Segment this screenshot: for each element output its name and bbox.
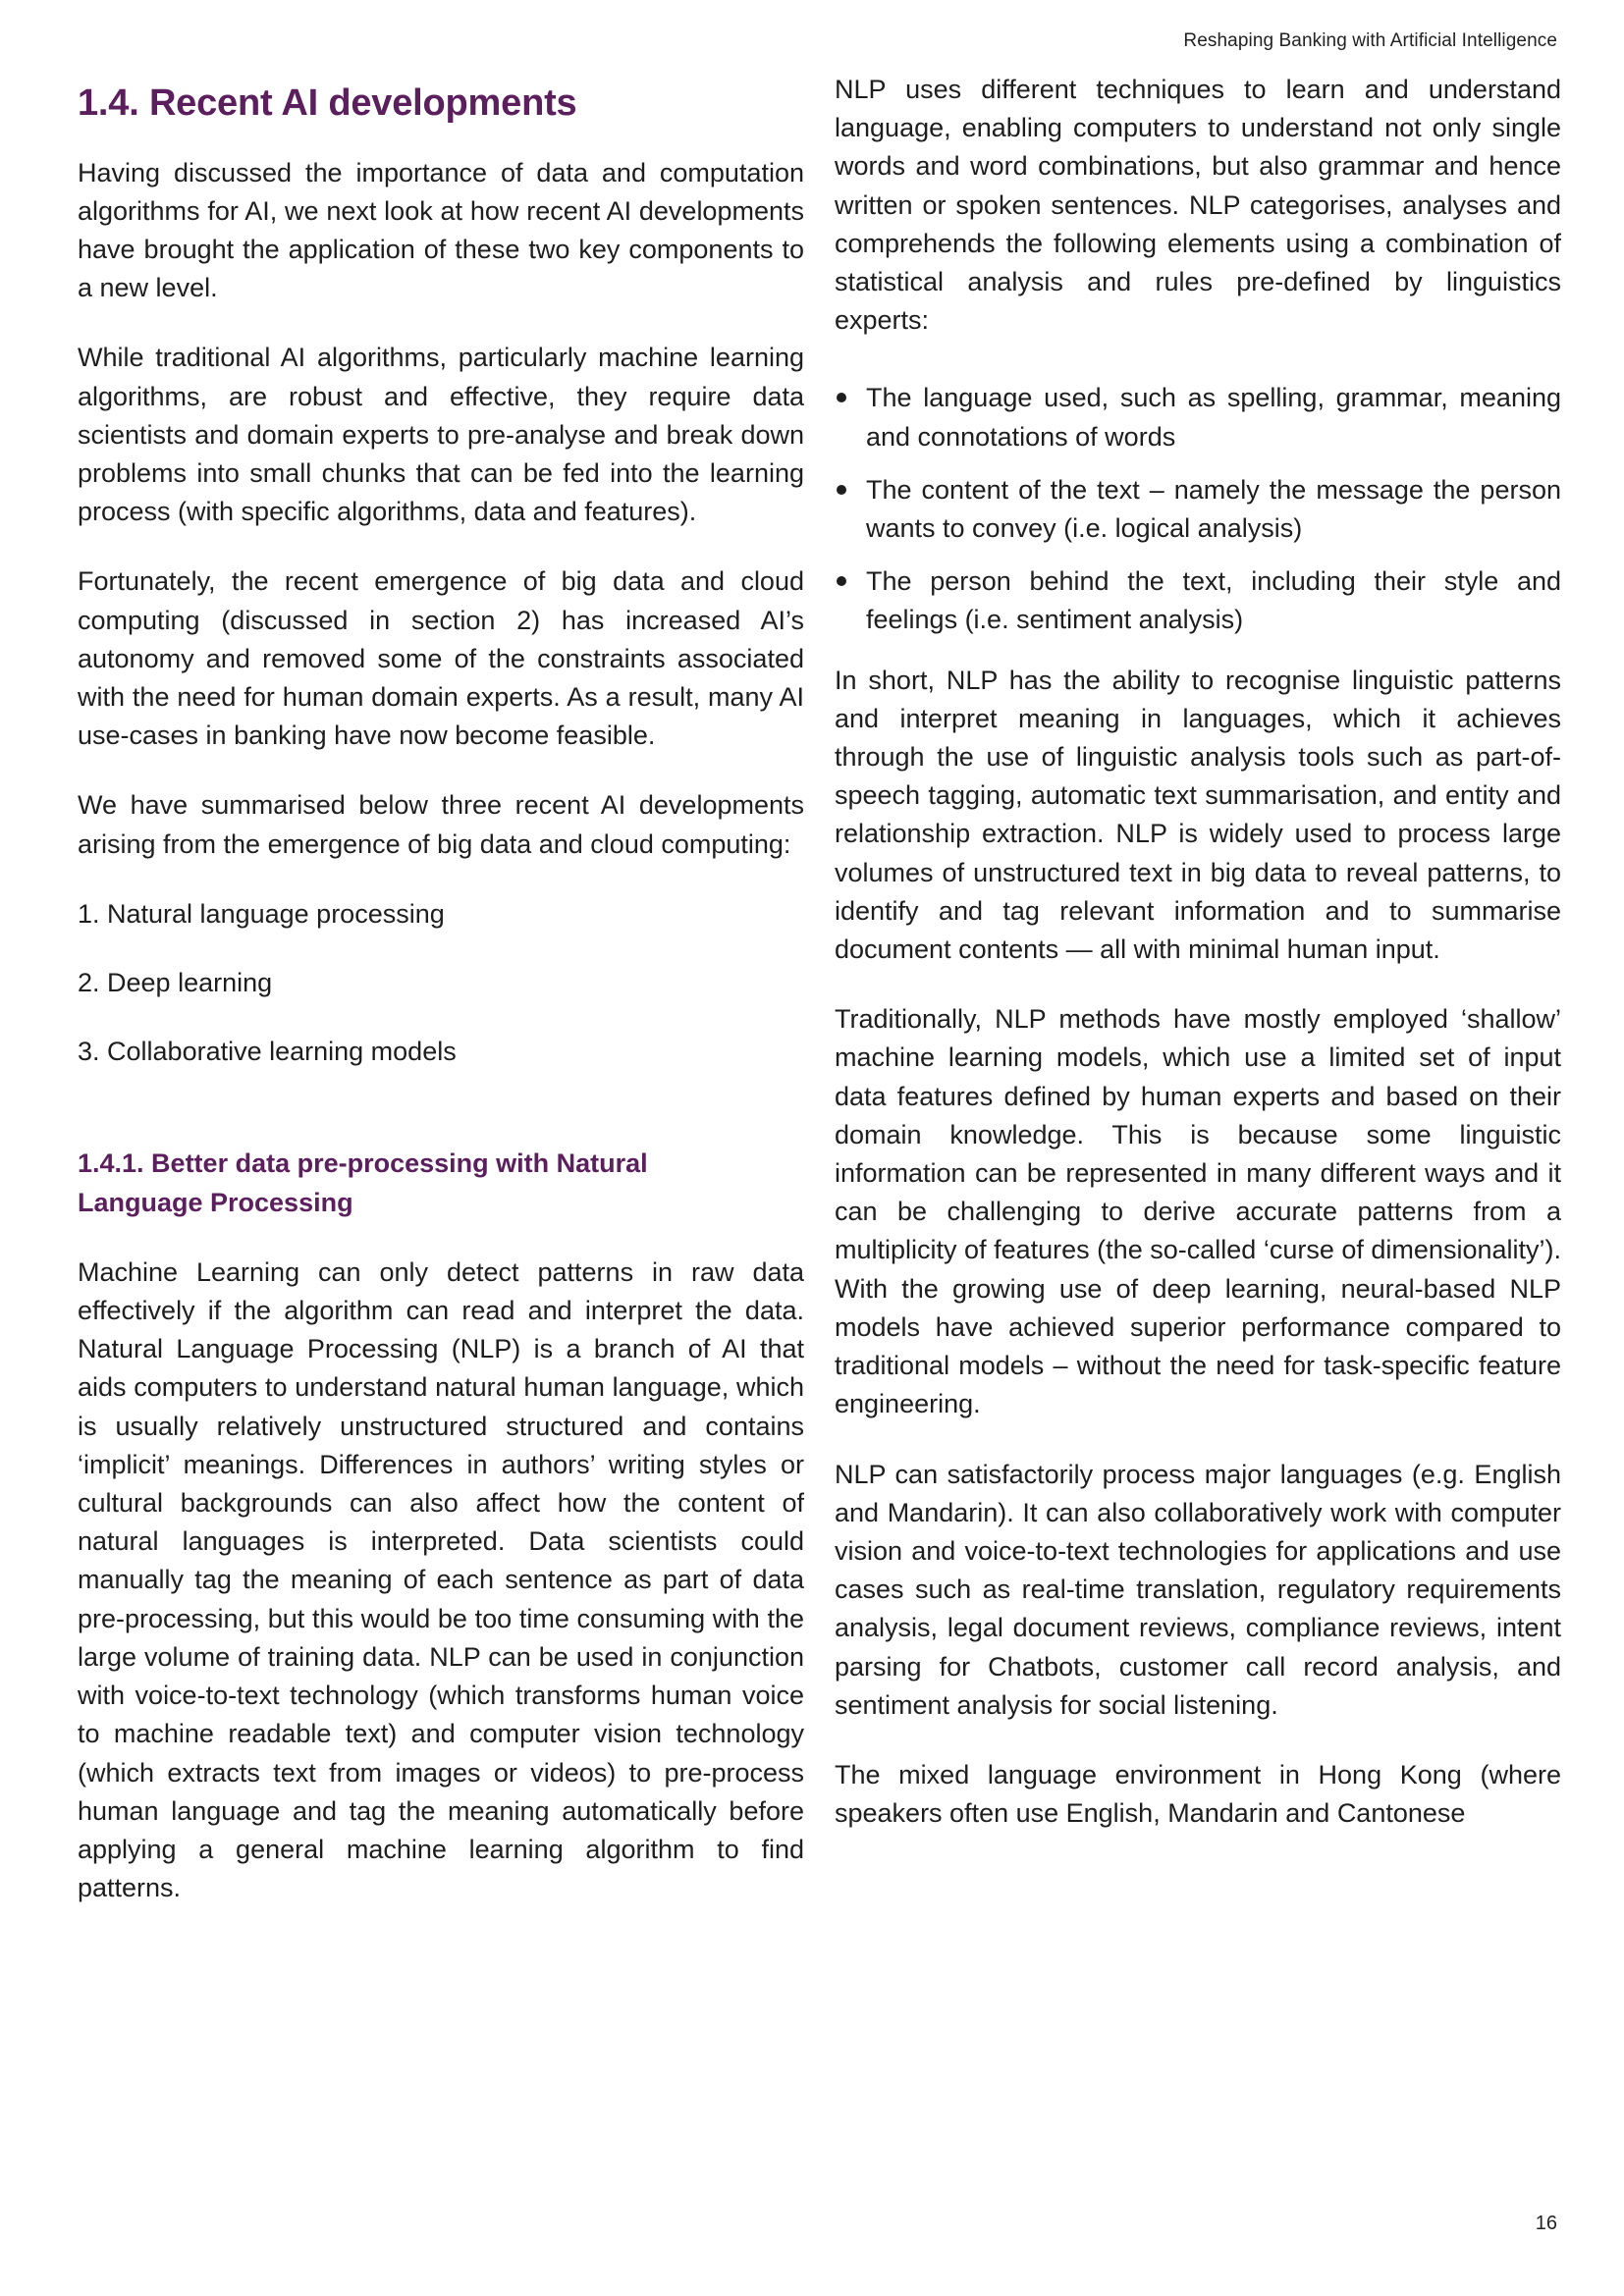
left-column <box>78 69 804 1907</box>
paragraph: We have summarised below three recent AI developments arising from the emergence of big data and cloud computing: <box>78 790 804 859</box>
paragraph: Machine Learning can only detect patterns in raw data effectively if the algorithm can read and interpret the data. Natural Language Processing (NLP) is a branch of AI that aids computers to understand natural human language, which is usually relatively unstructured structured and contains ‘implicit’ meanings. Differences in authors’ writing styles or cultural backgrounds can also affect how the content of natural languages is interpreted. Data scientists could manually tag the meaning of each sentence as part of data pre-processing, but this would be too time consuming with the large volume of training data. NLP can be used in conjunction with voice-to-text technology (which transforms human voice to machine readable text) and computer vision technology (which extracts text from images or videos) to pre-process human language and tag the meaning automatically before applying a general machine learning algorithm to find patterns. <box>78 1256 804 1903</box>
bullet-text: The content of the text – namely the message the person wants to convey (i.e. logical analysis) <box>866 474 1561 544</box>
list-item: 1. Natural language processing <box>78 898 445 929</box>
list-item: 3. Collaborative learning models <box>78 1037 457 1067</box>
running-header: Reshaping Banking with Artificial Intelligence <box>1183 30 1557 51</box>
numbered-list <box>78 895 804 1072</box>
bullet-text: The person behind the text, including their style and feelings (i.e. sentiment analysis) <box>866 566 1561 635</box>
list-item <box>835 562 1561 639</box>
bullet-text: The language used, such as spelling, grammar, meaning and connotations of words <box>866 383 1561 452</box>
paragraph: NLP can satisfactorily process major languages (e.g. English and Mandarin). It can also collaboratively work with computer vision and voice-to-text technologies for applications and use cases such as real-time translation, regulatory requirements analysis, legal document reviews, compliance reviews, intent parsing for Chatbots, customer call record analysis, and sentiment analysis for social listening. <box>835 1459 1561 1720</box>
list-item <box>835 379 1561 455</box>
subsection-title: 1.4.1. Better data pre-processing with Natural Language Processing <box>78 1148 648 1217</box>
page-number: 16 <box>1535 2213 1557 2234</box>
bullet-list <box>835 379 1561 639</box>
paragraph: In short, NLP has the ability to recognise linguistic patterns and interpret meaning in languages, which it achieves through the use of linguistic analysis tools such as part-of-speech tagging, automatic text summarisation, and entity and relationship extraction. NLP is widely used to process large volumes of unstructured text in big data to reveal patterns, to identify and tag relevant information and to summarise document contents — all with minimal human input. <box>835 665 1561 965</box>
section-title: 1.4. Recent AI developments <box>78 82 577 124</box>
bullet-icon <box>837 576 846 586</box>
paragraph: Traditionally, NLP methods have mostly employed ‘shallow’ machine learning models, which use a limited set of input data features defined by human experts and based on their domain knowledge. This is because some linguistic information can be represented in many different ways and it can be challenging to derive accurate patterns from a multiplicity of features (the so-called ‘curse of dimensionality’). With the growing use of deep learning, neural-based NLP models have achieved superior performance compared to traditional models – without the need for task-specific feature engineering. <box>835 1004 1561 1419</box>
bullet-icon <box>837 393 846 402</box>
paragraph: The mixed language environment in Hong Kong (where speakers often use English, Mandarin and Cantonese <box>835 1759 1561 1829</box>
paragraph: Fortunately, the recent emergence of big data and cloud computing (discussed in section 2) has increased AI’s autonomy and removed some of the constraints associated with the need for human domain experts. As a result, many AI use-cases in banking have now become feasible. <box>78 566 804 751</box>
list-item: 2. Deep learning <box>78 968 273 998</box>
paragraph: NLP uses different techniques to learn and understand language, enabling computers to understand not only single words and word combinations, but also grammar and hence written or spoken sentences. NLP categorises, analyses and comprehends the following elements using a combination of statistical analysis and rules pre-defined by linguistics experts: <box>835 75 1561 336</box>
paragraph: Having discussed the importance of data and computation algorithms for AI, we next look at how recent AI developments have brought the application of these two key components to a new level. <box>78 157 804 303</box>
right-column <box>835 71 1561 1833</box>
bullet-icon <box>837 485 846 495</box>
paragraph: While traditional AI algorithms, particularly machine learning algorithms, are robust and effective, they require data scientists and domain experts to pre-analyse and break down problems into small chunks that can be fed into the learning process (with specific algorithms, data and features). <box>78 343 804 527</box>
list-item <box>835 471 1561 548</box>
